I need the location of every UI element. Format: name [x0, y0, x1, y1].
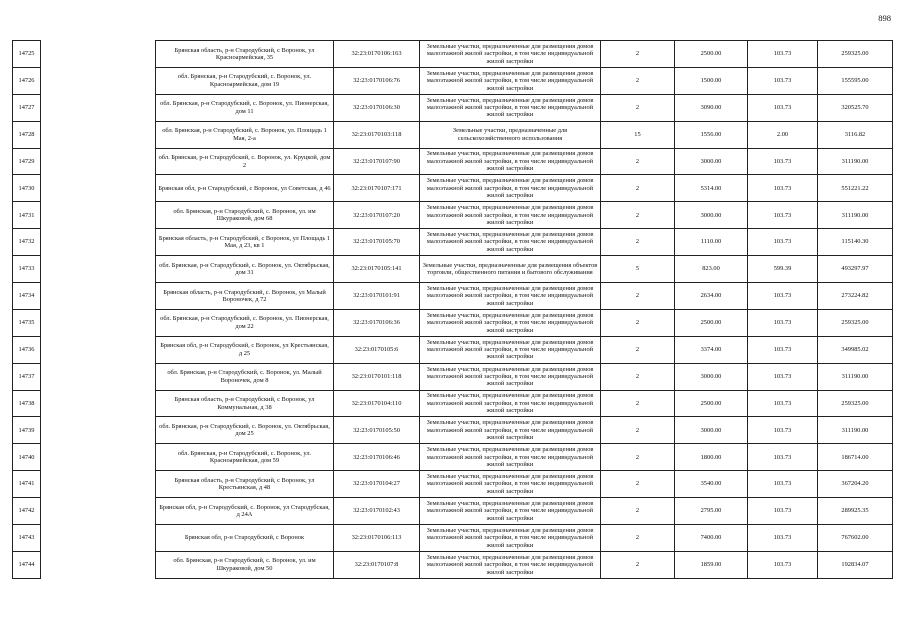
cell-record-number: 14738 — [13, 390, 41, 417]
cell-specific-value: 103.73 — [748, 363, 818, 390]
table-row — [13, 67, 893, 94]
cell-blank — [41, 229, 156, 256]
cell-group: 2 — [601, 525, 675, 552]
cell-blank — [41, 283, 156, 310]
cell-record-number: 14725 — [13, 41, 41, 68]
cell-address: обл. Брянская, р-н Стародубский, с. Воронок, ул. Круцкой, дом 2 — [156, 148, 334, 175]
cell-specific-value: 103.73 — [748, 336, 818, 363]
cell-address: Брянская обл, р-н Стародубский, с Воронок — [156, 525, 334, 552]
cell-land-use: Земельные участки, предназначенные для размещения домов малоэтажной жилой застройки, в том числе индивидуальной жилой застройки — [420, 498, 601, 525]
cell-blank — [41, 417, 156, 444]
cell-group: 2 — [601, 336, 675, 363]
cell-address: обл. Брянская, р-н Стародубский, с. Воронок, ул. Красноармейская, дом 19 — [156, 67, 334, 94]
cell-cadastral-value: 273224.82 — [818, 283, 893, 310]
cell-group: 5 — [601, 256, 675, 283]
cell-group: 2 — [601, 471, 675, 498]
table-row — [13, 551, 893, 578]
cell-land-use: Земельные участки, предназначенные для размещения домов малоэтажной жилой застройки, в том числе индивидуальной жилой застройки — [420, 417, 601, 444]
cell-record-number: 14726 — [13, 67, 41, 94]
cell-group: 2 — [601, 175, 675, 202]
cell-specific-value: 599.39 — [748, 256, 818, 283]
cell-cadastral-number: 32:23:0170107:90 — [334, 148, 420, 175]
cell-address: Брянская обл, р-н Стародубский, с Воронок, ул Крестьянская, д 25 — [156, 336, 334, 363]
page-number: 898 — [878, 13, 891, 23]
cell-specific-value: 103.73 — [748, 229, 818, 256]
cell-area: 1859.00 — [675, 551, 748, 578]
cell-group: 2 — [601, 41, 675, 68]
table-row — [13, 444, 893, 471]
cell-cadastral-number: 32:23:0170106:46 — [334, 444, 420, 471]
cell-specific-value: 103.73 — [748, 551, 818, 578]
cell-blank — [41, 525, 156, 552]
cell-record-number: 14739 — [13, 417, 41, 444]
cell-area: 3000.00 — [675, 148, 748, 175]
cell-blank — [41, 67, 156, 94]
cell-address: Брянская обл, р-н Стародубский, с. Воронок, ул Стародубская, д 24А — [156, 498, 334, 525]
cell-record-number: 14728 — [13, 121, 41, 148]
cell-record-number: 14730 — [13, 175, 41, 202]
cell-address: Брянская область, р-н Стародубский, с Воронок, ул Коммунальная, д 38 — [156, 390, 334, 417]
cell-cadastral-value: 115140.30 — [818, 229, 893, 256]
cell-blank — [41, 148, 156, 175]
cell-group: 2 — [601, 498, 675, 525]
cell-area: 823.00 — [675, 256, 748, 283]
cell-record-number: 14735 — [13, 309, 41, 336]
cell-record-number: 14732 — [13, 229, 41, 256]
cell-specific-value: 103.73 — [748, 94, 818, 121]
cell-cadastral-number: 32:23:0170101:118 — [334, 363, 420, 390]
cell-cadastral-value: 192834.07 — [818, 551, 893, 578]
cell-record-number: 14743 — [13, 525, 41, 552]
cell-cadastral-value: 3116.82 — [818, 121, 893, 148]
cell-land-use: Земельные участки, предназначенные для размещения домов малоэтажной жилой застройки, в том числе индивидуальной жилой застройки — [420, 148, 601, 175]
table-row — [13, 525, 893, 552]
cell-land-use: Земельные участки, предназначенные для размещения домов малоэтажной жилой застройки, в том числе индивидуальной жилой застройки — [420, 229, 601, 256]
cell-group: 2 — [601, 283, 675, 310]
cell-cadastral-value: 311190.00 — [818, 148, 893, 175]
cell-address: обл. Брянская, р-н Стародубский, с. Воронок, ул. Октябрьская, дом 25 — [156, 417, 334, 444]
cell-land-use: Земельные участки, предназначенные для размещения домов малоэтажной жилой застройки, в том числе индивидуальной жилой застройки — [420, 175, 601, 202]
table-row — [13, 94, 893, 121]
cell-cadastral-number: 32:23:0170105:70 — [334, 229, 420, 256]
table-row — [13, 417, 893, 444]
cell-address: обл. Брянская, р-н Стародубский, с. Воронок, ул. Площадь 1 Мая, 2-а — [156, 121, 334, 148]
table-row — [13, 498, 893, 525]
table-row — [13, 41, 893, 68]
cell-area: 2500.00 — [675, 41, 748, 68]
cell-specific-value: 103.73 — [748, 41, 818, 68]
cell-record-number: 14734 — [13, 283, 41, 310]
cell-cadastral-number: 32:23:0170107:8 — [334, 551, 420, 578]
cell-area: 7400.00 — [675, 525, 748, 552]
table-row — [13, 283, 893, 310]
cell-specific-value: 103.73 — [748, 525, 818, 552]
cell-cadastral-value: 155595.00 — [818, 67, 893, 94]
table-row — [13, 229, 893, 256]
table-row — [13, 121, 893, 148]
cell-area: 2795.00 — [675, 498, 748, 525]
cell-address: обл. Брянская, р-н Стародубский, с. Воронок, ул. Малый Вороночек, дом 8 — [156, 363, 334, 390]
cell-cadastral-value: 259325.00 — [818, 309, 893, 336]
cell-area: 2500.00 — [675, 309, 748, 336]
cell-cadastral-number: 32:23:0170102:43 — [334, 498, 420, 525]
cell-cadastral-number: 32:23:0170105:6 — [334, 336, 420, 363]
cell-specific-value: 103.73 — [748, 417, 818, 444]
cell-specific-value: 103.73 — [748, 444, 818, 471]
cell-record-number: 14733 — [13, 256, 41, 283]
cell-land-use: Земельные участки, предназначенные для размещения домов малоэтажной жилой застройки, в том числе индивидуальной жилой застройки — [420, 283, 601, 310]
table-row — [13, 309, 893, 336]
cell-cadastral-number: 32:23:0170106:76 — [334, 67, 420, 94]
cell-land-use: Земельные участки, предназначенные для размещения домов малоэтажной жилой застройки, в том числе индивидуальной жилой застройки — [420, 551, 601, 578]
cell-land-use: Земельные участки, предназначенные для размещения домов малоэтажной жилой застройки, в том числе индивидуальной жилой застройки — [420, 41, 601, 68]
cell-group: 2 — [601, 309, 675, 336]
cell-cadastral-value: 186714.00 — [818, 444, 893, 471]
cell-cadastral-value: 320525.70 — [818, 94, 893, 121]
cell-group: 2 — [601, 148, 675, 175]
table-row — [13, 256, 893, 283]
cell-address: обл. Брянская, р-н Стародубский, с. Воронок, ул. им Шкураковой, дом 50 — [156, 551, 334, 578]
cell-specific-value: 103.73 — [748, 67, 818, 94]
cell-land-use: Земельные участки, предназначенные для размещения домов малоэтажной жилой застройки, в том числе индивидуальной жилой застройки — [420, 444, 601, 471]
cell-land-use: Земельные участки, предназначенные для размещения домов малоэтажной жилой застройки, в том числе индивидуальной жилой застройки — [420, 363, 601, 390]
cell-blank — [41, 175, 156, 202]
cell-record-number: 14727 — [13, 94, 41, 121]
cell-blank — [41, 551, 156, 578]
cell-cadastral-value: 367204.20 — [818, 471, 893, 498]
table-row — [13, 148, 893, 175]
cell-land-use: Земельные участки, предназначенные для размещения объектов торговли, общественного питания и бытового обслуживания — [420, 256, 601, 283]
cell-land-use: Земельные участки, предназначенные для размещения домов малоэтажной жилой застройки, в том числе индивидуальной жилой застройки — [420, 336, 601, 363]
cell-cadastral-value: 349985.02 — [818, 336, 893, 363]
cell-blank — [41, 202, 156, 229]
cell-group: 2 — [601, 417, 675, 444]
cell-blank — [41, 336, 156, 363]
cell-group: 2 — [601, 363, 675, 390]
table-row — [13, 390, 893, 417]
cell-cadastral-value: 289925.35 — [818, 498, 893, 525]
cell-address: обл. Брянская, р-н Стародубский, с. Воронок, ул. Октябрьская, дом 31 — [156, 256, 334, 283]
cell-cadastral-number: 32:23:0170101:91 — [334, 283, 420, 310]
table-row — [13, 363, 893, 390]
cell-blank — [41, 121, 156, 148]
cell-address: Брянская обл, р-н Стародубский, с Воронок, ул Советская, д 46 — [156, 175, 334, 202]
cell-land-use: Земельные участки, предназначенные для размещения домов малоэтажной жилой застройки, в том числе индивидуальной жилой застройки — [420, 471, 601, 498]
cell-cadastral-value: 551221.22 — [818, 175, 893, 202]
cell-area: 1556.00 — [675, 121, 748, 148]
cell-group: 2 — [601, 67, 675, 94]
cell-area: 2500.00 — [675, 390, 748, 417]
cell-record-number: 14737 — [13, 363, 41, 390]
cell-address: Брянская область, р-н Стародубский, с. Воронок, ул Малый Вороночек, д 72 — [156, 283, 334, 310]
cell-record-number: 14740 — [13, 444, 41, 471]
cell-specific-value: 103.73 — [748, 390, 818, 417]
cell-land-use: Земельные участки, предназначенные для размещения домов малоэтажной жилой застройки, в том числе индивидуальной жилой застройки — [420, 525, 601, 552]
cell-cadastral-number: 32:23:0170106:36 — [334, 309, 420, 336]
cell-land-use: Земельные участки, предназначенные для размещения домов малоэтажной жилой застройки, в том числе индивидуальной жилой застройки — [420, 94, 601, 121]
cadastral-value-table — [12, 40, 893, 579]
cell-land-use: Земельные участки, предназначенные для размещения домов малоэтажной жилой застройки, в том числе индивидуальной жилой застройки — [420, 390, 601, 417]
cell-cadastral-number: 32:23:0170106:30 — [334, 94, 420, 121]
cell-address: обл. Брянская, р-н Стародубский, с. Воронок, ул. Пионерская, дом 11 — [156, 94, 334, 121]
cell-record-number: 14731 — [13, 202, 41, 229]
cell-cadastral-number: 32:23:0170106:113 — [334, 525, 420, 552]
cell-blank — [41, 256, 156, 283]
cell-area: 5314.00 — [675, 175, 748, 202]
cell-area: 2634.00 — [675, 283, 748, 310]
cell-cadastral-value: 311190.00 — [818, 363, 893, 390]
cell-blank — [41, 498, 156, 525]
cell-area: 1500.00 — [675, 67, 748, 94]
cell-address: Брянская область, р-н Стародубский, с Воронок, ул Красноармейская, 35 — [156, 41, 334, 68]
cell-cadastral-number: 32:23:0170104:110 — [334, 390, 420, 417]
cell-blank — [41, 309, 156, 336]
cell-area: 3000.00 — [675, 417, 748, 444]
cell-area: 3090.00 — [675, 94, 748, 121]
cell-record-number: 14736 — [13, 336, 41, 363]
cell-blank — [41, 41, 156, 68]
cell-blank — [41, 94, 156, 121]
cell-cadastral-number: 32:23:0170103:118 — [334, 121, 420, 148]
cell-cadastral-number: 32:23:0170106:163 — [334, 41, 420, 68]
cell-cadastral-number: 32:23:0170105:141 — [334, 256, 420, 283]
cell-area: 3000.00 — [675, 202, 748, 229]
cell-cadastral-number: 32:23:0170107:171 — [334, 175, 420, 202]
cell-address: обл. Брянская, р-н Стародубский, с. Воронок, ул. Красноармейская, дом 59 — [156, 444, 334, 471]
cell-address: Брянская область, р-н Стародубский, с Воронок, ул Площадь 1 Мая, д 23, кв 1 — [156, 229, 334, 256]
cell-blank — [41, 363, 156, 390]
table-row — [13, 336, 893, 363]
cell-specific-value: 103.73 — [748, 309, 818, 336]
cell-area: 3374.00 — [675, 336, 748, 363]
cell-group: 2 — [601, 202, 675, 229]
cell-cadastral-value: 311190.00 — [818, 417, 893, 444]
cell-cadastral-number: 32:23:0170104:27 — [334, 471, 420, 498]
cell-area: 1110.00 — [675, 229, 748, 256]
cell-cadastral-value: 259325.00 — [818, 41, 893, 68]
cell-address: обл. Брянская, р-н Стародубский, с. Воронок, ул. им Шкураковой, дом 68 — [156, 202, 334, 229]
cell-group: 2 — [601, 229, 675, 256]
cell-blank — [41, 471, 156, 498]
cell-blank — [41, 444, 156, 471]
cell-area: 1800.00 — [675, 444, 748, 471]
cell-specific-value: 103.73 — [748, 175, 818, 202]
cell-specific-value: 103.73 — [748, 283, 818, 310]
table-row — [13, 471, 893, 498]
cell-group: 2 — [601, 94, 675, 121]
cell-cadastral-value: 311190.00 — [818, 202, 893, 229]
cell-address: Брянская область, р-н Стародубский, с Воронок, ул Крестьянская, д 48 — [156, 471, 334, 498]
cell-cadastral-value: 259325.00 — [818, 390, 893, 417]
table-row — [13, 202, 893, 229]
cell-area: 3540.00 — [675, 471, 748, 498]
cell-land-use: Земельные участки, предназначенные для размещения домов малоэтажной жилой застройки, в том числе индивидуальной жилой застройки — [420, 202, 601, 229]
cell-blank — [41, 390, 156, 417]
cell-specific-value: 103.73 — [748, 498, 818, 525]
cell-specific-value: 103.73 — [748, 202, 818, 229]
cell-cadastral-number: 32:23:0170107:20 — [334, 202, 420, 229]
cell-area: 3000.00 — [675, 363, 748, 390]
cell-land-use: Земельные участки, предназначенные для сельскохозяйственного использования — [420, 121, 601, 148]
cell-land-use: Земельные участки, предназначенные для размещения домов малоэтажной жилой застройки, в том числе индивидуальной жилой застройки — [420, 309, 601, 336]
cell-land-use: Земельные участки, предназначенные для размещения домов малоэтажной жилой застройки, в том числе индивидуальной жилой застройки — [420, 67, 601, 94]
cell-group: 2 — [601, 444, 675, 471]
table-row — [13, 175, 893, 202]
cell-group: 2 — [601, 551, 675, 578]
cell-record-number: 14741 — [13, 471, 41, 498]
cell-record-number: 14744 — [13, 551, 41, 578]
cell-cadastral-value: 493297.97 — [818, 256, 893, 283]
cell-cadastral-value: 767602.00 — [818, 525, 893, 552]
cell-record-number: 14742 — [13, 498, 41, 525]
cell-group: 15 — [601, 121, 675, 148]
cell-cadastral-number: 32:23:0170105:50 — [334, 417, 420, 444]
cell-address: обл. Брянская, р-н Стародубский, с. Воронок, ул. Пионерская, дом 22 — [156, 309, 334, 336]
cell-specific-value: 103.73 — [748, 471, 818, 498]
cell-specific-value: 103.73 — [748, 148, 818, 175]
cell-record-number: 14729 — [13, 148, 41, 175]
cell-specific-value: 2.00 — [748, 121, 818, 148]
cell-group: 2 — [601, 390, 675, 417]
